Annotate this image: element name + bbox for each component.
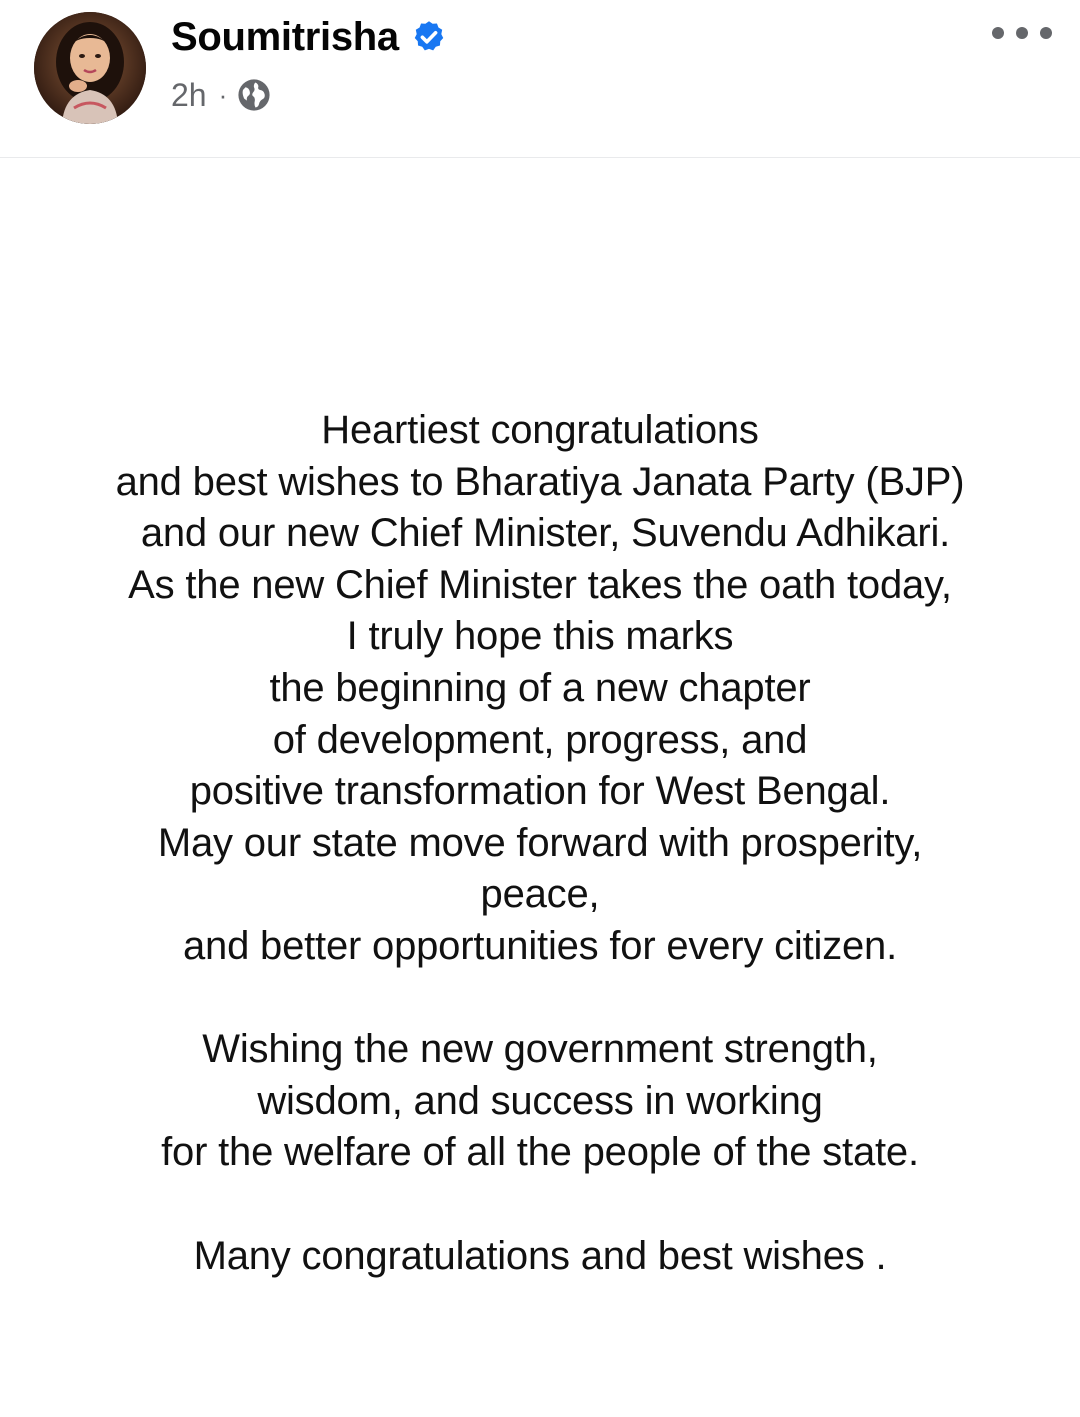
post-text-line: As the new Chief Minister takes the oath today,	[128, 562, 952, 607]
more-options-button[interactable]	[992, 18, 1052, 48]
more-horizontal-icon	[992, 27, 1004, 39]
post-text-line: Heartiest congratulations	[321, 408, 759, 452]
post-meta	[171, 74, 271, 116]
post-text-line: the beginning of a new chapter	[269, 665, 811, 710]
post-text-line: peace,	[480, 872, 600, 917]
author-avatar[interactable]	[34, 12, 146, 124]
post-timestamp[interactable]: 2h	[171, 76, 207, 113]
post-text-line: Many congratulations and best wishes .	[193, 1233, 887, 1278]
paragraph-gap	[0, 1179, 1080, 1231]
post-header	[0, 0, 1080, 158]
post-text-line: and best wishes to Bharatiya Janata Party (BJP)	[115, 459, 965, 504]
globe-icon[interactable]	[237, 78, 271, 112]
post-text	[0, 405, 1080, 1282]
paragraph-gap	[0, 973, 1080, 1025]
post-text-line: positive transformation for West Bengal.	[189, 769, 891, 814]
post-text-line: for the welfare of all the people of the state.	[161, 1130, 919, 1175]
post-content	[0, 159, 1080, 1417]
more-horizontal-icon	[1040, 27, 1052, 39]
post-text-line: I truly hope this marks	[346, 614, 734, 659]
post-text-line: of development, progress, and	[272, 717, 808, 762]
author-name[interactable]: Soumitrisha	[171, 14, 399, 59]
author-name-row	[171, 12, 447, 62]
post-text-line: and our new Chief Minister, Suvendu Adhikari.	[129, 511, 951, 556]
post-text-line: Wishing the new government strength,	[202, 1027, 878, 1072]
meta-separator: ·	[218, 79, 228, 110]
avatar-image	[34, 12, 146, 124]
post-text-line: May our state move forward with prosperity,	[157, 820, 923, 865]
verified-badge-icon	[411, 19, 447, 55]
post-text-line: and better opportunities for every citizen.	[182, 923, 898, 968]
post-text-line: wisdom, and success in working	[257, 1078, 823, 1123]
more-horizontal-icon	[1016, 27, 1028, 39]
